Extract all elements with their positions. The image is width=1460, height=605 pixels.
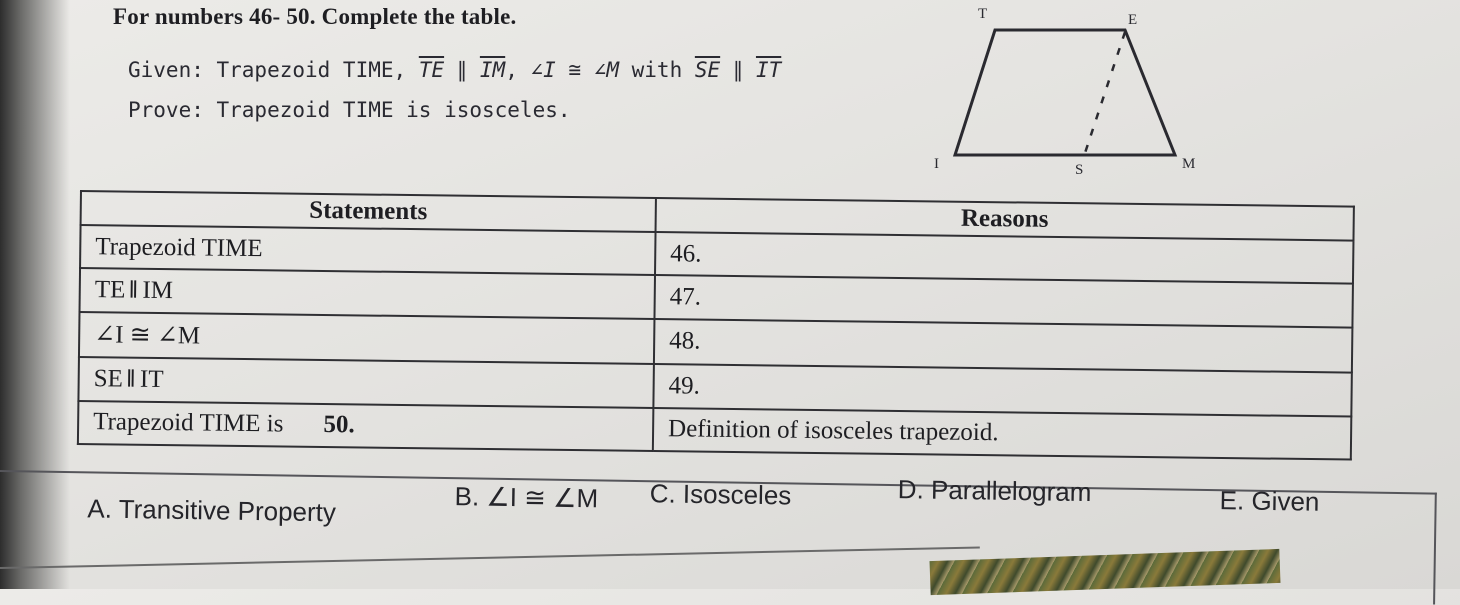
proof-table: [77, 190, 1355, 461]
prove-statement: Prove: Trapezoid TIME is isosceles.: [128, 98, 571, 122]
trapezoid-figure: [920, 0, 1220, 185]
vertex-label-e: E: [1128, 12, 1138, 28]
given-separator: ,: [505, 58, 531, 82]
reason-cell: 49.: [653, 364, 1351, 416]
segment-it-text: IT: [139, 365, 164, 394]
statement-cell: Trapezoid TIME: [80, 225, 655, 275]
reason-cell: 48.: [654, 319, 1353, 373]
vertex-label-m: M: [1182, 156, 1196, 172]
dashed-segment-se: [1085, 32, 1125, 153]
given-statement: [128, 58, 781, 82]
parallel-symbol-cell: ‖: [126, 365, 133, 393]
choice-d[interactable]: D. Parallelogram: [897, 474, 1092, 508]
reasons-header: Reasons: [656, 198, 1354, 241]
given-prefix: Given: Trapezoid TIME,: [128, 58, 419, 82]
reason-cell: 46.: [655, 232, 1353, 284]
choice-c[interactable]: C. Isosceles: [649, 478, 792, 511]
choice-e[interactable]: E. Given: [1219, 485, 1320, 517]
choice-a[interactable]: A. Transitive Property: [87, 493, 337, 528]
parallel-symbol: ∥: [444, 58, 480, 82]
statement-cell: ∠I ≅ ∠M: [79, 312, 655, 365]
angle-congruence: ∠I ≅ ∠M: [530, 58, 619, 82]
segment-te-text: TE: [94, 276, 126, 304]
given-with: with: [619, 58, 695, 82]
segment-im: IM: [479, 58, 506, 82]
statement-cell: [80, 268, 655, 318]
blank-50[interactable]: 50.: [323, 411, 355, 439]
statement-cell: [78, 357, 653, 407]
instructions-heading: For numbers 46- 50. Complete the table.: [113, 4, 517, 29]
proof-table-container: [77, 190, 1370, 471]
conclusion-text: Trapezoid TIME is: [93, 408, 284, 438]
segment-se-text: SE: [93, 365, 124, 393]
reason-cell: 47.: [654, 275, 1352, 327]
reason-cell: Definition of isosceles trapezoid.: [653, 408, 1351, 460]
trapezoid-diagram: [920, 0, 1220, 185]
choice-b[interactable]: B. ∠I ≅ ∠M: [454, 481, 599, 514]
statements-header: Statements: [81, 191, 656, 232]
vertex-label-s: S: [1075, 162, 1084, 178]
parallel-symbol-2: ∥: [720, 58, 756, 82]
segment-im-text: IM: [142, 276, 174, 305]
statement-cell: [78, 401, 653, 451]
vertex-label-i: I: [934, 156, 939, 172]
segment-te: TE: [418, 58, 445, 82]
trapezoid-outline: [955, 30, 1175, 155]
vertex-label-t: T: [978, 6, 988, 22]
segment-it: IT: [755, 58, 782, 82]
segment-se: SE: [694, 58, 721, 82]
parallel-symbol-cell: ‖: [129, 276, 135, 304]
